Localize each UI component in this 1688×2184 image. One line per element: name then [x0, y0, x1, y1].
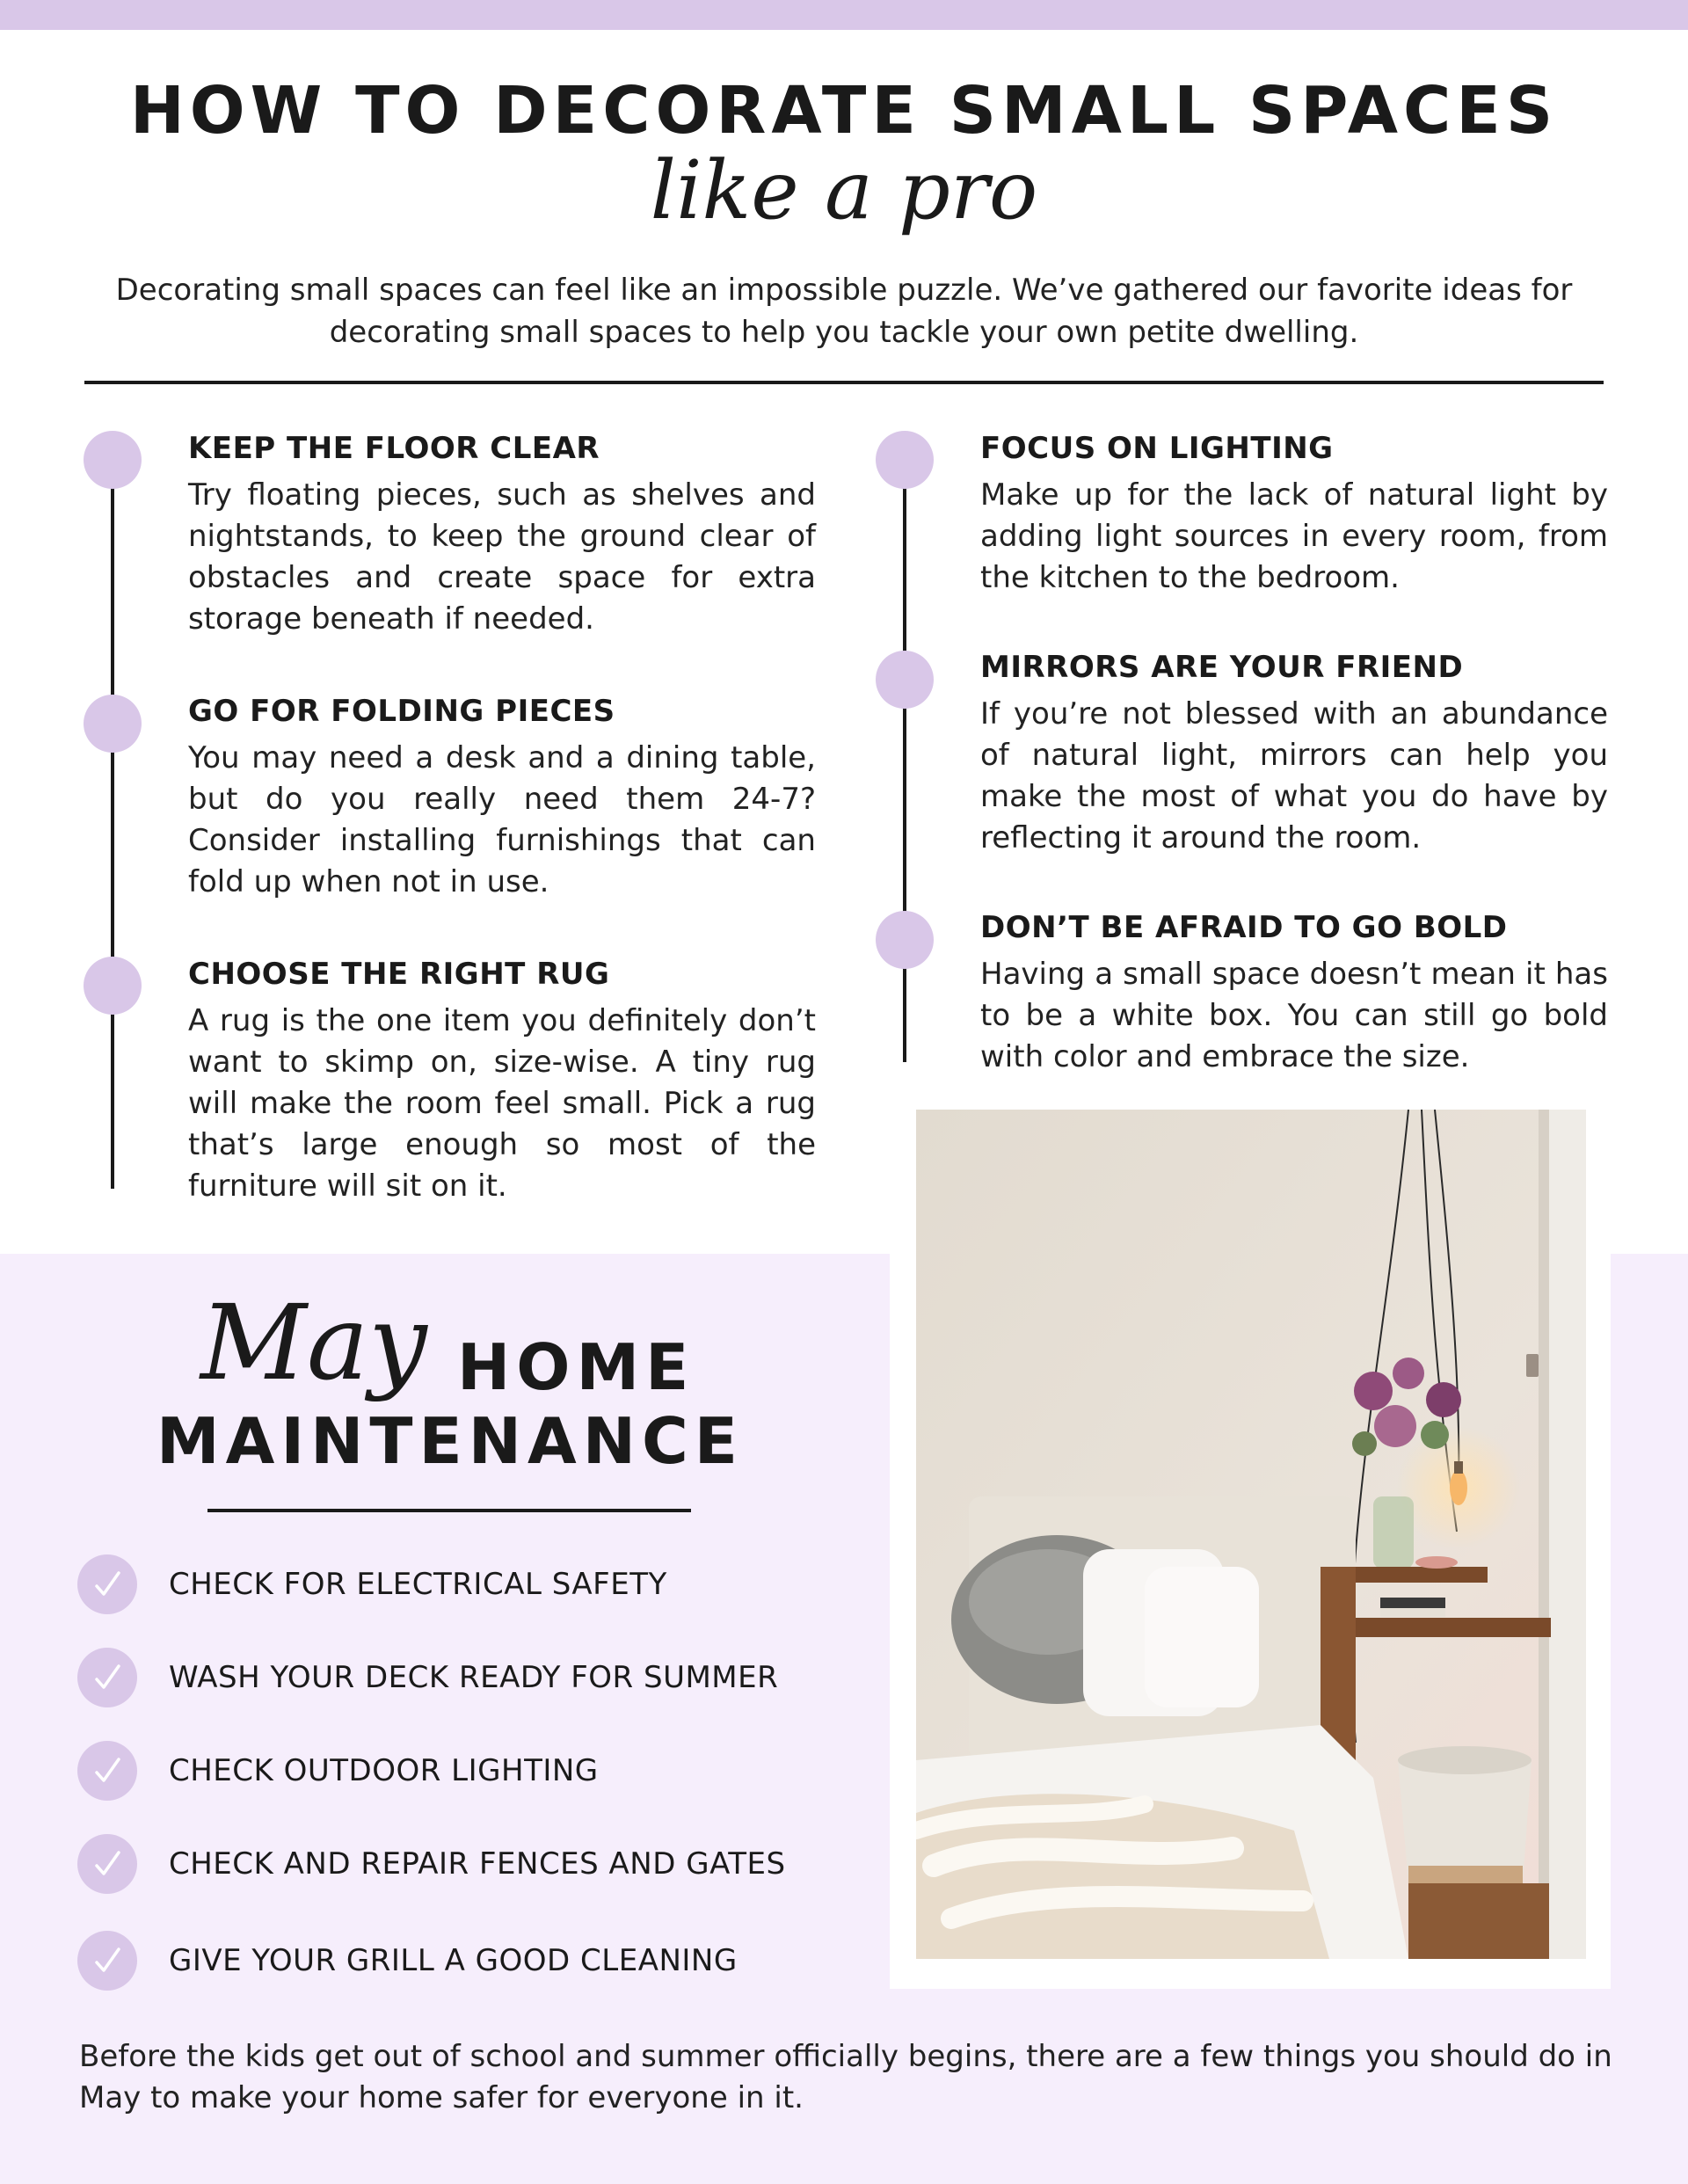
checklist-label: CHECK AND REPAIR FENCES AND GATES: [169, 1846, 786, 1882]
tip-title: DON’T BE AFRAID TO GO BOLD: [980, 910, 1508, 945]
check-icon: [77, 1554, 137, 1614]
tip-right-rug: [188, 955, 816, 1207]
tip-body: A rug is the one item you definitely don’t want to skimp on, size-wise. A tiny rug will make the room feel small. Pick a rug that’s large enough so most of the furniture will sit on it.: [188, 1003, 816, 1204]
maintenance-heading-line1: HOME: [457, 1330, 695, 1404]
checklist-item: [77, 1648, 778, 1707]
timeline-dot: [84, 957, 142, 1015]
checklist-item: [77, 1554, 667, 1614]
check-icon: [77, 1931, 137, 1991]
tip-go-bold: [980, 908, 1608, 1078]
tip-title: CHOOSE THE RIGHT RUG: [188, 957, 610, 992]
checklist-label: GIVE YOUR GRILL A GOOD CLEANING: [169, 1943, 738, 1978]
tip-title: KEEP THE FLOOR CLEAR: [188, 431, 600, 466]
timeline-dot: [84, 695, 142, 753]
tip-title: GO FOR FOLDING PIECES: [188, 694, 615, 729]
may-script-word: May: [200, 1282, 427, 1403]
right-timeline-line: [903, 459, 906, 1062]
left-timeline-line: [111, 459, 114, 1189]
page-title: HOW TO DECORATE SMALL SPACES: [129, 73, 1559, 149]
timeline-dot: [876, 651, 934, 709]
tip-focus-lighting: [980, 429, 1608, 599]
tip-title: FOCUS ON LIGHTING: [980, 431, 1334, 466]
timeline-dot: [84, 431, 142, 489]
checklist-item: [77, 1931, 738, 1991]
tip-folding-pieces: [188, 692, 816, 903]
tip-body: You may need a desk and a dining table, but do you really need them 24-7? Consider installing furnishings that can fold up when not in use.: [188, 740, 816, 899]
tip-body: Having a small space doesn’t mean it has to be a white box. You can still go bold with color and embrace the size.: [980, 957, 1608, 1074]
section-divider: [84, 381, 1604, 384]
tip-mirrors: [980, 648, 1608, 859]
tip-body: Try floating pieces, such as shelves and nightstands, to keep the ground clear of obstacles and create space for extra storage beneath if needed.: [188, 477, 816, 637]
check-icon: [77, 1834, 137, 1894]
tip-title: MIRRORS ARE YOUR FRIEND: [980, 650, 1464, 685]
checklist-label: CHECK FOR ELECTRICAL SAFETY: [169, 1567, 667, 1602]
tip-body: Make up for the lack of natural light by adding light sources in every room, from the kitchen to the bedroom.: [980, 477, 1608, 595]
maintenance-footer-text: Before the kids get out of school and summer officially begins, there are a few things you should do in May to make your home safer for everyone in it.: [79, 2039, 1612, 2115]
page-subtitle: like a pro: [650, 143, 1038, 237]
checklist-label: WASH YOUR DECK READY FOR SUMMER: [169, 1660, 779, 1695]
tip-body: If you’re not blessed with an abundance of natural light, mirrors can help you make the most of what you do have by reflecting it around the room.: [980, 696, 1608, 855]
timeline-dot: [876, 911, 934, 969]
top-accent-bar: [0, 0, 1688, 30]
maintenance-divider: [207, 1509, 691, 1512]
maintenance-heading-line2: MAINTENANCE: [156, 1404, 744, 1478]
timeline-dot: [876, 431, 934, 489]
checklist-item: [77, 1741, 599, 1801]
bedroom-photo: [916, 1110, 1586, 1959]
checklist-label: CHECK OUTDOOR LIGHTING: [169, 1753, 599, 1788]
check-icon: [77, 1648, 137, 1707]
checklist-item: [77, 1834, 786, 1894]
intro-paragraph: Decorating small spaces can feel like an impossible puzzle. We’ve gathered our favorite ideas for decorating small spaces to help you tackle your own petite dwelling.: [115, 273, 1573, 350]
check-icon: [77, 1741, 137, 1801]
tip-keep-floor-clear: [188, 429, 816, 640]
